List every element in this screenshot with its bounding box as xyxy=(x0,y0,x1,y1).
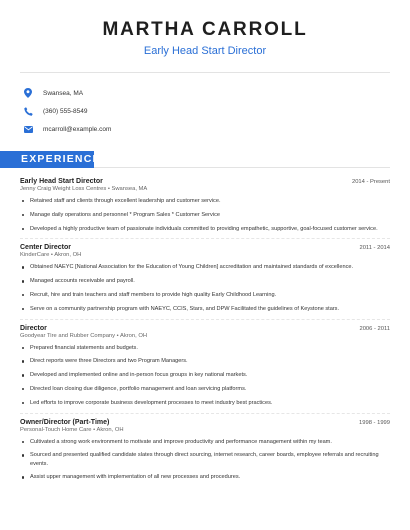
resume-header xyxy=(0,0,410,58)
contact-phone xyxy=(22,102,410,120)
email-icon xyxy=(22,123,34,135)
job-entry xyxy=(20,244,390,313)
job-dates: 2011 - 2014 xyxy=(359,245,390,252)
job-dates: 2006 - 2011 xyxy=(359,325,390,332)
bullet-item: Developed a highly productive team of passionate individuals committed to providing empathetic, supportive, goal-focused customer service. xyxy=(20,225,390,233)
experience-section-header xyxy=(0,151,410,170)
job-bullets xyxy=(20,197,390,233)
job-bullets xyxy=(20,263,390,313)
job-title: Early Head Start Director xyxy=(20,178,103,185)
location-icon xyxy=(22,87,34,99)
bullet-item: Serve on a community partnership program with NAEYC, CCIS, Stars, and DPW Facilitated the guidelines of Keystone stars. xyxy=(20,305,390,313)
bullet-item: Led efforts to improve corporate business development processes to meet industry best practices. xyxy=(20,399,390,407)
experience-heading: EXPERIENCE xyxy=(0,151,94,168)
job-title: Director xyxy=(20,324,47,332)
candidate-name: MARTHA CARROLL xyxy=(102,19,308,40)
bullet-item: Sourced and presented qualified candidate slates through direct sourcing, internet research, career boards, employee referrals and recruiting events. xyxy=(20,451,390,467)
job-dates: 2014 - Present xyxy=(351,179,390,185)
job-bullets xyxy=(20,344,390,407)
job-entry xyxy=(20,178,390,233)
bullet-item: Assist upper management with implementation of all new processes and procedures. xyxy=(20,473,390,481)
bullet-item: Cultivated a strong work environment to motivate and improve productivity and performance management within my team. xyxy=(20,438,390,446)
bullet-item: Prepared financial statements and budgets. xyxy=(20,344,390,352)
job-divider xyxy=(20,238,390,239)
bullet-item: Retained staff and clients through excellent leadership and customer service. xyxy=(20,197,390,205)
job-company: Goodyear Tire and Rubber Company • Akron, OH xyxy=(20,332,148,339)
contact-location-text: Swansea, MA xyxy=(43,89,84,97)
experience-list xyxy=(0,178,410,482)
job-entry xyxy=(20,419,390,482)
bullet-item: Obtained NAEYC [National Association for the Education of Young Children] accreditation and maintained standards of excellence. xyxy=(20,263,390,271)
bullet-item: Recruit, hire and train teachers and staff members to provide high quality Early Childhood Learning. xyxy=(20,291,390,299)
bullet-item: Developed and implemented online and in-person focus groups in key national markets. xyxy=(20,371,390,379)
candidate-title: Early Head Start Director xyxy=(143,45,267,57)
section-divider xyxy=(94,167,390,168)
bullet-item: Managed accounts receivable and payroll. xyxy=(20,277,390,285)
contact-email-text[interactable]: mcarroll@example.com xyxy=(43,125,112,133)
contact-list xyxy=(0,73,410,138)
job-company: Personal-Touch Home Care • Akron, OH xyxy=(20,426,124,433)
job-divider xyxy=(20,413,390,414)
contact-phone-text: (360) 555-8549 xyxy=(43,107,88,115)
job-entry xyxy=(20,325,390,407)
job-title: Owner/Director (Part-Time) xyxy=(20,418,110,426)
job-title: Center Director xyxy=(20,244,71,252)
job-bullets xyxy=(20,438,390,482)
contact-email[interactable] xyxy=(22,120,410,138)
job-company: Jenny Craig Weight Loss Centres • Swansea, MA xyxy=(20,186,148,192)
phone-icon xyxy=(22,105,34,117)
job-dates: 1998 - 1999 xyxy=(359,419,390,426)
contact-location xyxy=(22,84,410,102)
job-company: KinderCare • Akron, OH xyxy=(20,252,82,259)
job-divider xyxy=(20,319,390,320)
bullet-item: Direct reports were three Directors and two Program Managers. xyxy=(20,357,390,365)
bullet-item: Manage daily operations and personnel * Program Sales * Customer Service xyxy=(20,211,390,219)
bullet-item: Directed loan closing due diligence, portfolio management and loan servicing platforms. xyxy=(20,385,390,393)
